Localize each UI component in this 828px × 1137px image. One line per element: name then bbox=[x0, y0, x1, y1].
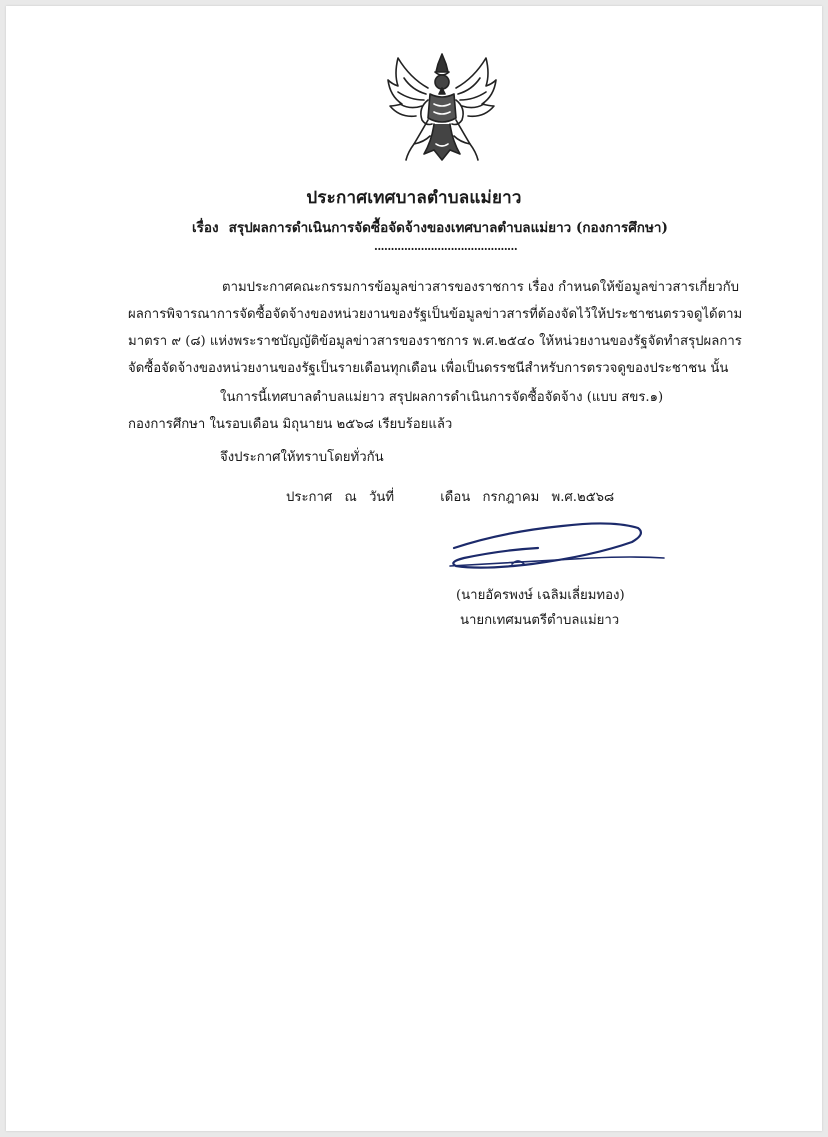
month-label: เดือน bbox=[440, 490, 471, 505]
paragraph-1-line-1: ตามประกาศคณะกรรมการข้อมูลข่าวสารของราชการ เรื่อง กำหนดให้ข้อมูลข่าวสารเกี่ยวกับ bbox=[222, 280, 739, 295]
garuda-emblem-icon bbox=[384, 48, 500, 166]
signatory-name: (นายอัครพงษ์ เฉลิมเลี่ยมทอง) bbox=[456, 588, 625, 603]
signatory-position: นายกเทศมนตรีตำบลแม่ยาว bbox=[460, 613, 620, 628]
document-page bbox=[6, 6, 822, 1131]
subject-label: เรื่อง bbox=[192, 220, 219, 236]
paragraph-2-line-1: ในการนี้เทศบาลตำบลแม่ยาว สรุปผลการดำเนินการจัดซื้อจัดจ้าง (แบบ สขร.๑) bbox=[220, 390, 664, 405]
paragraph-2 bbox=[128, 384, 663, 438]
closing-statement: จึงประกาศให้ทราบโดยทั่วกัน bbox=[220, 450, 384, 465]
year-value: พ.ศ.๒๕๖๘ bbox=[551, 490, 615, 505]
paragraph-1-line-3: มาตรา ๙ (๘) แห่งพระราชบัญญัติข้อมูลข่าวสารของราชการ พ.ศ.๒๕๔๐ ให้หน่วยงานของรัฐจัดทำสรุปผลการ bbox=[128, 334, 742, 349]
month-value: กรกฎาคม bbox=[482, 490, 540, 505]
document-title: ประกาศเทศบาลตำบลแม่ยาว bbox=[306, 188, 522, 208]
subject-text: สรุปผลการดำเนินการจัดซื้อจัดจ้างของเทศบาลตำบลแม่ยาว (กองการศึกษา) bbox=[228, 220, 668, 236]
paragraph-1-line-2: ผลการพิจารณาการจัดซื้อจัดจ้างของหน่วยงานของรัฐเป็นข้อมูลข่าวสารที่ต้องจัดไว้ให้ประชาชนตรวจดูได้ตาม bbox=[128, 307, 743, 322]
announce-label: ประกาศ bbox=[286, 490, 333, 505]
announcement-date-line bbox=[286, 486, 622, 507]
paragraph-2-line-2: กองการศึกษา ในรอบเดือน มิถุนายน ๒๕๖๘ เรียบร้อยแล้ว bbox=[128, 417, 453, 432]
at-label: ณ bbox=[344, 490, 357, 505]
paragraph-1 bbox=[128, 274, 742, 382]
paragraph-1-line-4: จัดซื้อจัดจ้างของหน่วยงานของรัฐเป็นรายเดือนทุกเดือน เพื่อเป็นดรรชนีสำหรับการตรวจดูของประชาชน นั้น bbox=[128, 361, 729, 376]
subject-line bbox=[192, 216, 668, 238]
title-divider: ........................................... bbox=[374, 240, 518, 253]
handwritten-signature bbox=[442, 518, 672, 578]
day-label: วันที่ bbox=[368, 490, 395, 505]
